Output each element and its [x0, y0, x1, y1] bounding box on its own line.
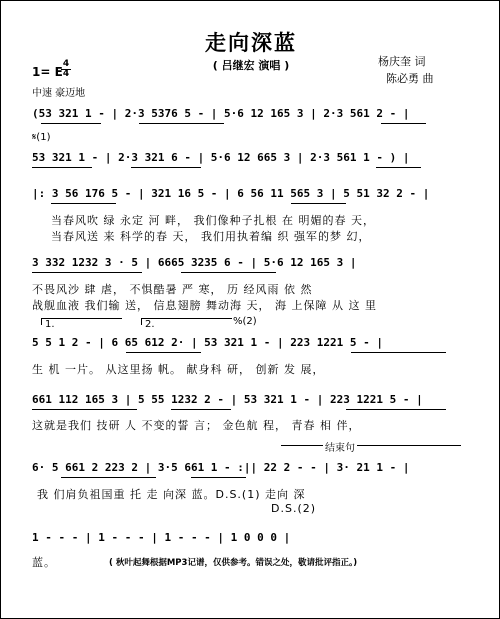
beam: [131, 167, 201, 168]
score-row-4-lyrics-1: 不畏风沙 肆 虐， 不惧酷暑 严 寒， 历 经风雨 依 然: [32, 283, 313, 296]
score-row-5-notes: 5 5 1 2 - | 6 65 612 2· | 53 321 1 - | 223 1221 5 - |: [32, 336, 383, 349]
segno-mark-2: %(2): [233, 316, 257, 327]
beam: [351, 352, 446, 353]
score-row-7-notes: 6· 5 661 2 223 2 | 3·5 661 1 - :|| 22 2 - - | 3· 21 1 - |: [32, 461, 410, 474]
performer-subtitle: ( 吕继宏 演唱 ): [212, 59, 290, 72]
beam: [61, 477, 156, 478]
beam: [291, 203, 346, 204]
ds-2-marking: D.S.(2): [271, 502, 317, 515]
beam: [346, 409, 446, 410]
score-row-8-notes: 1 - - - | 1 - - - | 1 - - - | 1 0 0 0 |: [32, 531, 291, 544]
score-row-3-lyrics-2: 当春风送 来 科学的春 天， 我们用执着编 织 强军的梦 幻，: [51, 230, 371, 243]
score-row-6-notes: 661 112 165 3 | 5 55 1232 2 - | 53 321 1 - | 223 1221 5 - |: [32, 393, 423, 406]
beam: [41, 123, 101, 124]
time-signature: [61, 60, 71, 79]
score-row-6-lyrics: 这就是我们 技研 人 不变的誓 言； 金色航 程， 青春 相 伴，: [32, 419, 361, 432]
lyricist-credit: 杨庆奎 词: [378, 55, 426, 68]
beam: [32, 272, 142, 273]
beam: [139, 123, 224, 124]
beam: [191, 477, 246, 478]
score-row-2-notes: 53 321 1 - | 2·3 321 6 - | 5·6 12 665 3 | 2·3 561 1 - ) |: [32, 151, 410, 164]
score-row-7-lyrics: 我 们肩负祖国重 托 走 向深 蓝。D.S.(1) 走向 深: [37, 488, 306, 501]
beam: [171, 409, 231, 410]
score-row-3-notes: |: 3 56 176 5 - | 321 16 5 - | 6 56 11 565 3 | 5 51 32 2 - |: [32, 187, 430, 200]
score-row-5-lyrics: 生 机 一片。 从这里扬 帆。 献身科 研， 创新 发 展，: [32, 363, 325, 376]
score-row-8-lyrics: 蓝。: [32, 556, 56, 569]
transcriber-note: ( 秋叶起舞根据MP3记谱，仅供参考。错误之处，敬请批评指正。): [109, 558, 358, 568]
score-row-1-notes: (53 321 1 - | 2·3 5376 5 - | 5·6 12 165 3 | 2·3 561 2 - |: [32, 107, 410, 120]
beam: [381, 123, 426, 124]
composer-credit: 陈必勇 曲: [386, 72, 434, 85]
volta-label-2: 2.: [145, 319, 155, 330]
key-signature: 1= E: [32, 65, 63, 79]
segno-mark: 𝄋(1): [32, 132, 51, 143]
beam: [126, 352, 201, 353]
score-row-4-lyrics-2: 战舰血液 我们输 送， 信息翅膀 舞动海 天， 海 上保障 从 这 里: [32, 299, 377, 312]
beam: [32, 167, 92, 168]
volta-bracket-2: [141, 318, 232, 325]
beam: [32, 409, 137, 410]
page-title: 走向深蓝: [205, 31, 297, 55]
tempo-marking: 中速 豪迈地: [32, 88, 86, 99]
coda-line: [281, 445, 461, 446]
time-signature-bottom: 4: [62, 69, 70, 79]
score-row-3-lyrics-1: 当春风吹 绿 永定 河 畔， 我们像种子扎根 在 明媚的春 天，: [51, 214, 375, 227]
score-row-4-notes: 3 332 1232 3 · 5 | 6665 3235 6 - | 5·6 12 165 3 |: [32, 256, 357, 269]
time-signature-top: 4: [62, 59, 70, 69]
coda-label: 结束句: [323, 439, 357, 454]
beam: [376, 167, 421, 168]
beam: [181, 272, 276, 273]
volta-label-1: 1.: [45, 319, 55, 330]
beam: [51, 203, 116, 204]
